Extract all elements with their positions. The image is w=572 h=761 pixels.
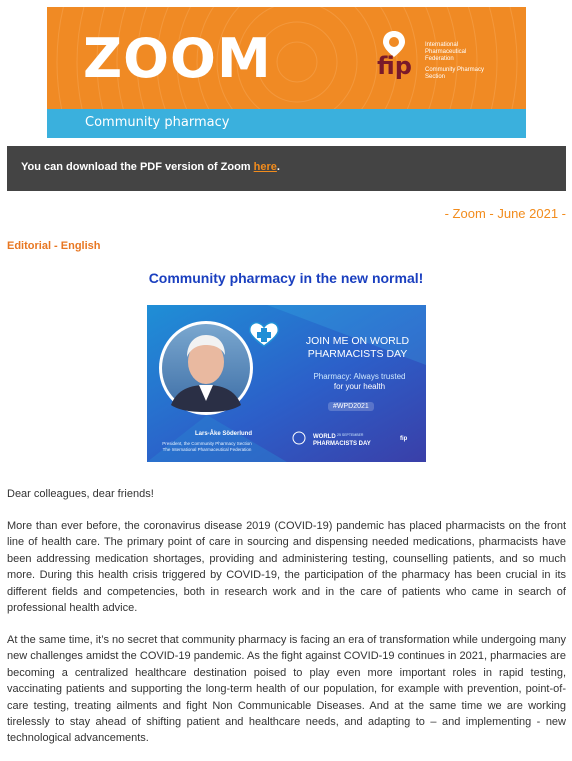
pdf-notice-text (21, 161, 280, 173)
banner-subtitle: Community pharmacy (85, 115, 230, 130)
section-label: Editorial - English (7, 240, 101, 252)
paragraph: At the same time, it’s no secret that community pharmacy is facing an era of transformation while undergoing many new challenges amidst the COVID-19 pandemic. As the fight against COVID-19 continues in 2021, pharmacies are becoming a centralized healthcare destination poised to play even more important roles in rapid testing, vaccinating patients and supporting the long-term health of our population, for example with prevention, point-of-care testing, treating ailments and fight Non Communicable Diseases. And at the same time we are working tirelessly to stay ahead of shifting patient and healthcare needs, and adapting to – and implementing - new technological advancements. (7, 634, 566, 745)
banner-orange-panel (47, 7, 526, 109)
fip-org-line: International (425, 42, 459, 48)
zoom-title: ZOOM (83, 27, 272, 90)
promo-caption-1: President, the Community Pharmacy Section (162, 441, 252, 446)
promo-event-line: WORLD (313, 434, 336, 440)
article-title: Community pharmacy in the new normal! (148, 270, 424, 286)
pdf-download-link[interactable]: here (253, 161, 277, 173)
fip-org-line: Federation (425, 56, 454, 62)
promo-fip-logo: fip (400, 436, 408, 442)
promo-event-date: 25 SEPTEMBER (337, 433, 364, 437)
banner-blue-strip (47, 109, 526, 138)
fip-org-line: Pharmaceutical (425, 49, 467, 55)
fip-section-line: Community Pharmacy (425, 67, 485, 73)
world-pharmacists-day-image (147, 305, 426, 462)
promo-person-name: Lars-Åke Söderlund (195, 431, 253, 437)
newsletter-banner (47, 7, 526, 138)
promo-headline-line: PHARMACISTS DAY (307, 348, 408, 360)
pdf-notice-suffix: . (276, 161, 280, 173)
promo-event-line: PHARMACISTS DAY (313, 441, 371, 447)
promo-headline (295, 335, 420, 361)
promo-hashtag: #WPD2021 (328, 402, 374, 411)
fip-org-text (425, 42, 520, 81)
promo-tagline-2: for your health (333, 382, 386, 391)
promo-caption-2: The International Pharmaceutical Federation (162, 447, 252, 452)
paragraph: More than ever before, the coronavirus disease 2019 (COVID-19) pandemic has placed pharmacists on the front line of health care. The primary point of care in sourcing and dispensing needed medications, pharmacists have been addressing medication shortages, providing and administering testing, counselling patients, and so much more. During this health crisis triggered by COVID-19, the participation of the pharmacy has been crucial in its different fields and competencies, both in research work and in the care of patients who came in search of professional health advice. (7, 520, 566, 615)
fip-section-line: Section (425, 74, 446, 80)
promo-headline-line: JOIN ME ON WORLD (305, 335, 410, 347)
pdf-download-notice (7, 146, 566, 191)
promo-tagline-1: Pharmacy: Always trusted (313, 372, 406, 381)
greeting: Dear colleagues, dear friends! (7, 488, 154, 500)
issue-label: - Zoom - June 2021 - (444, 206, 566, 221)
fip-logo-text: fip (377, 52, 412, 80)
pdf-notice-label: You can download the PDF version of Zoom (21, 161, 254, 173)
